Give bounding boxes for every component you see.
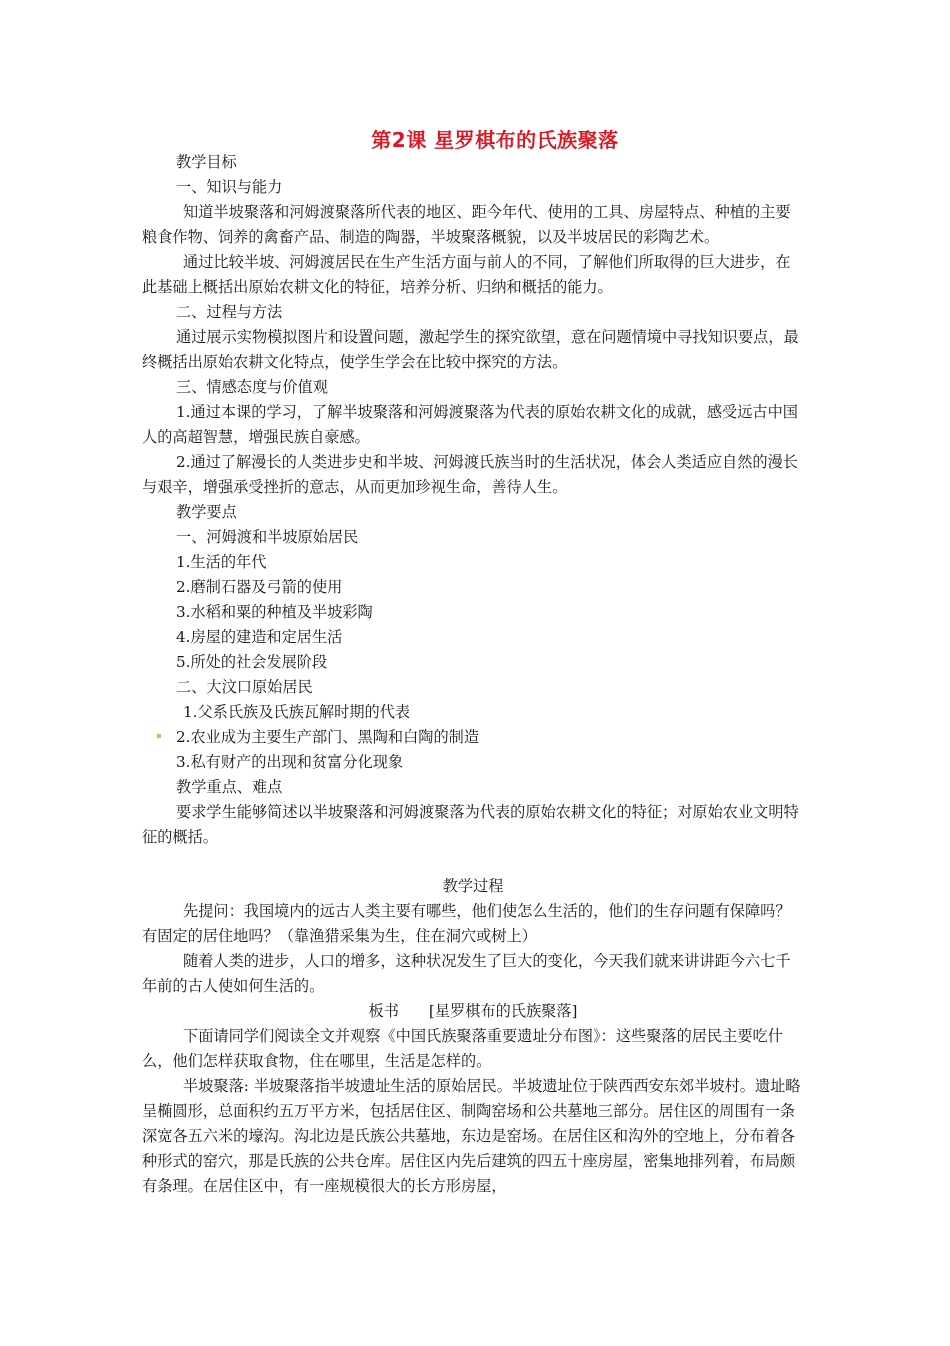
emotion-paragraph-2: 2.通过了解漫长的人类进步史和半坡、河姆渡氏族当时的生活状况，体会人类适应自然的漫长与艰辛，增强承受挫折的意志，从而更加珍视生命，善待人生。 [142, 453, 798, 496]
document-body [142, 150, 804, 1199]
emotion-paragraph-1: 1.通过本课的学习，了解半坡聚落和河姆渡聚落为代表的原始农耕文化的成就，感受远古中国人的高超智慧，增强民族自豪感。 [142, 403, 798, 446]
board-label: 板书 [368, 1002, 399, 1020]
emotion-heading: 三、情感态度与价值观 [176, 378, 328, 396]
list-item: 1.父系氏族及氏族瓦解时期的代表 [183, 703, 411, 721]
process-heading: 二、过程与方法 [176, 303, 283, 321]
process-paragraph-question: 先提问：我国境内的远古人类主要有哪些，他们使怎么生活的，他们的生存问题有保障吗？有固定的居住地吗？（靠渔猎采集为生，住在洞穴或树上） [142, 902, 791, 945]
list-item: 3.私有财产的出现和贫富分化现象 [176, 753, 404, 771]
process-paragraph-1: 通过展示实物模拟图片和设置问题，激起学生的探究欲望，意在问题情境中寻找知识要点，最终概括出原始农耕文化特点，使学生学会在比较中探究的方法。 [142, 328, 799, 371]
knowledge-heading: 一、知识与能力 [176, 178, 283, 196]
points-subheading-2: 二、大汶口原始居民 [176, 678, 313, 696]
process-paragraph-reading: 下面请同学们阅读全文并观察《中国氏族聚落重要遗址分布图》：这些聚落的居民主要吃什么，他们怎样获取食物，住在哪里，生活是怎样的。 [142, 1027, 783, 1070]
process-paragraph-banpo: 半坡聚落: 半坡聚落指半坡遗址生活的原始居民。半坡遗址位于陕西西安东郊半坡村。遗址略呈椭圆形，总面积约五万平方米，包括居住区、制陶窑场和公共墓地三部分。居住区的周围有一条深宽各五六米的壕沟。沟北边是氏族公共墓地，东边是窑场。在居住区和沟外的空地上，分布着各种形式的窑穴，那是氏族的公共仓库。居住区内先后建筑的四五十座房屋，密集地排列着，布局颇有条理。在居住区中，有一座规模很大的长方形房屋， [142, 1077, 801, 1195]
knowledge-paragraph-1: 知道半坡聚落和河姆渡聚落所代表的地区、距今年代、使用的工具、房屋特点、种植的主要粮食作物、饲养的禽畜产品、制造的陶器，半坡聚落概貌，以及半坡居民的彩陶艺术。 [142, 203, 791, 246]
points-heading: 教学要点 [176, 503, 237, 521]
list-item: 1.生活的年代 [176, 553, 267, 571]
list-item: 3.水稻和粟的种植及半坡彩陶 [176, 603, 373, 621]
key-heading: 教学重点、难点 [176, 778, 283, 796]
points-subheading-1: 一、河姆渡和半坡原始居民 [176, 528, 359, 546]
list-item: 2.磨制石器及弓箭的使用 [176, 578, 343, 596]
board-line [142, 999, 804, 1024]
stray-mark [157, 734, 161, 738]
knowledge-paragraph-2: 通过比较半坡、河姆渡居民在生产生活方面与前人的不同，了解他们所取得的巨大进步，在此基础上概括出原始农耕文化的特征，培养分析、归纳和概括的能力。 [142, 253, 791, 296]
list-item: 2.农业成为主要生产部门、黑陶和白陶的制造 [176, 728, 480, 746]
lesson-title: 第2课 星罗棋布的氏族聚落 [371, 128, 619, 152]
goals-heading: 教学目标 [176, 153, 237, 171]
process-title: 教学过程 [442, 877, 504, 895]
list-item: 5.所处的社会发展阶段 [176, 653, 328, 671]
key-paragraph: 要求学生能够简述以半坡聚落和河姆渡聚落为代表的原始农耕文化的特征；对原始农业文明特征的概括。 [142, 803, 799, 846]
list-item: 4.房屋的建造和定居生活 [176, 628, 343, 646]
process-paragraph-intro: 随着人类的进步，人口的增多，这种状况发生了巨大的变化，今天我们就来讲讲距今六七千年前的古人使如何生活的。 [142, 952, 791, 995]
board-title: [星罗棋布的氏族聚落] [428, 1002, 578, 1020]
